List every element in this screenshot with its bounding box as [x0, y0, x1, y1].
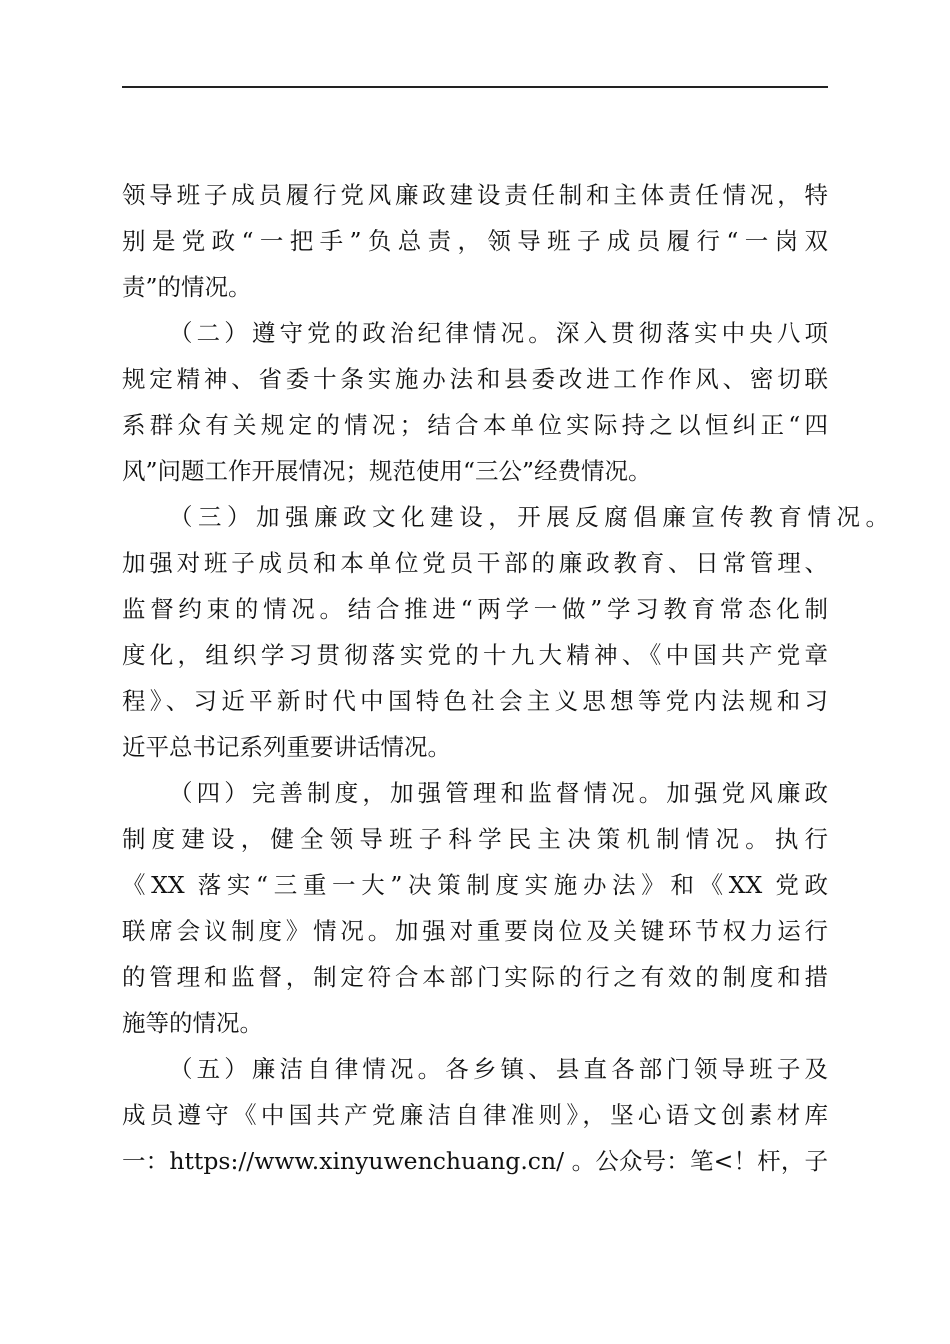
text-line: 施等的情况。 — [122, 1009, 263, 1037]
text-line: 程》、习近平新时代中国特色社会主义思想等党内法规和习 — [122, 687, 828, 715]
text-line: 联席会议制度》情况。加强对重要岗位及关键环节权力运行 — [122, 917, 828, 945]
text-line: 监督约束的情况。结合推进“两学一做”学习教育常态化制 — [122, 595, 828, 623]
section-heading-line: （四）完善制度，加强管理和监督情况。加强党风廉政 — [169, 779, 828, 807]
header-rule — [122, 86, 828, 88]
text-line: 领导班子成员履行党风廉政建设责任制和主体责任情况，特 — [122, 181, 828, 209]
text-line: 风”问题工作开展情况；规范使用“三公”经费情况。 — [122, 457, 652, 485]
text-line: 制度建设，健全领导班子科学民主决策机制情况。执行 — [122, 825, 828, 853]
section-heading-line: （二）遵守党的政治纪律情况。深入贯彻落实中央八项 — [169, 319, 828, 347]
section-heading-line: （五）廉洁自律情况。各乡镇、县直各部门领导班子及 — [169, 1055, 828, 1083]
text-line: 近平总书记系列重要讲话情况。 — [122, 733, 451, 761]
text-line: 成员遵守《中国共产党廉洁自律准则》，坚心语文创素材库 — [122, 1101, 828, 1129]
document-body — [122, 172, 889, 1184]
text-line: 加强对班子成员和本单位党员干部的廉政教育、日常管理、 — [122, 549, 828, 577]
text-line: 别是党政“一把手”负总责，领导班子成员履行“一岗双 — [122, 227, 828, 255]
text-line: 责”的情况。 — [122, 273, 252, 301]
text-line: 规定精神、省委十条实施办法和县委改进工作作风、密切联 — [122, 365, 828, 393]
section-heading-line: （三）加强廉政文化建设，开展反腐倡廉宣传教育情况。 — [169, 503, 889, 531]
text-line: 度化，组织学习贯彻落实党的十九大精神、《中国共产党章 — [122, 641, 828, 669]
text-line: 系群众有关规定的情况；结合本单位实际持之以恒纠正“四 — [122, 411, 828, 439]
text-line: 的管理和监督，制定符合本部门实际的行之有效的制度和措 — [122, 963, 828, 991]
text-line: 一：https://www.xinyuwenchuang.cn/ 。公众号：笔<！杆，子 — [122, 1147, 828, 1175]
text-line: 《XX 落实“三重一大”决策制度实施办法》和《XX 党政 — [122, 871, 828, 899]
